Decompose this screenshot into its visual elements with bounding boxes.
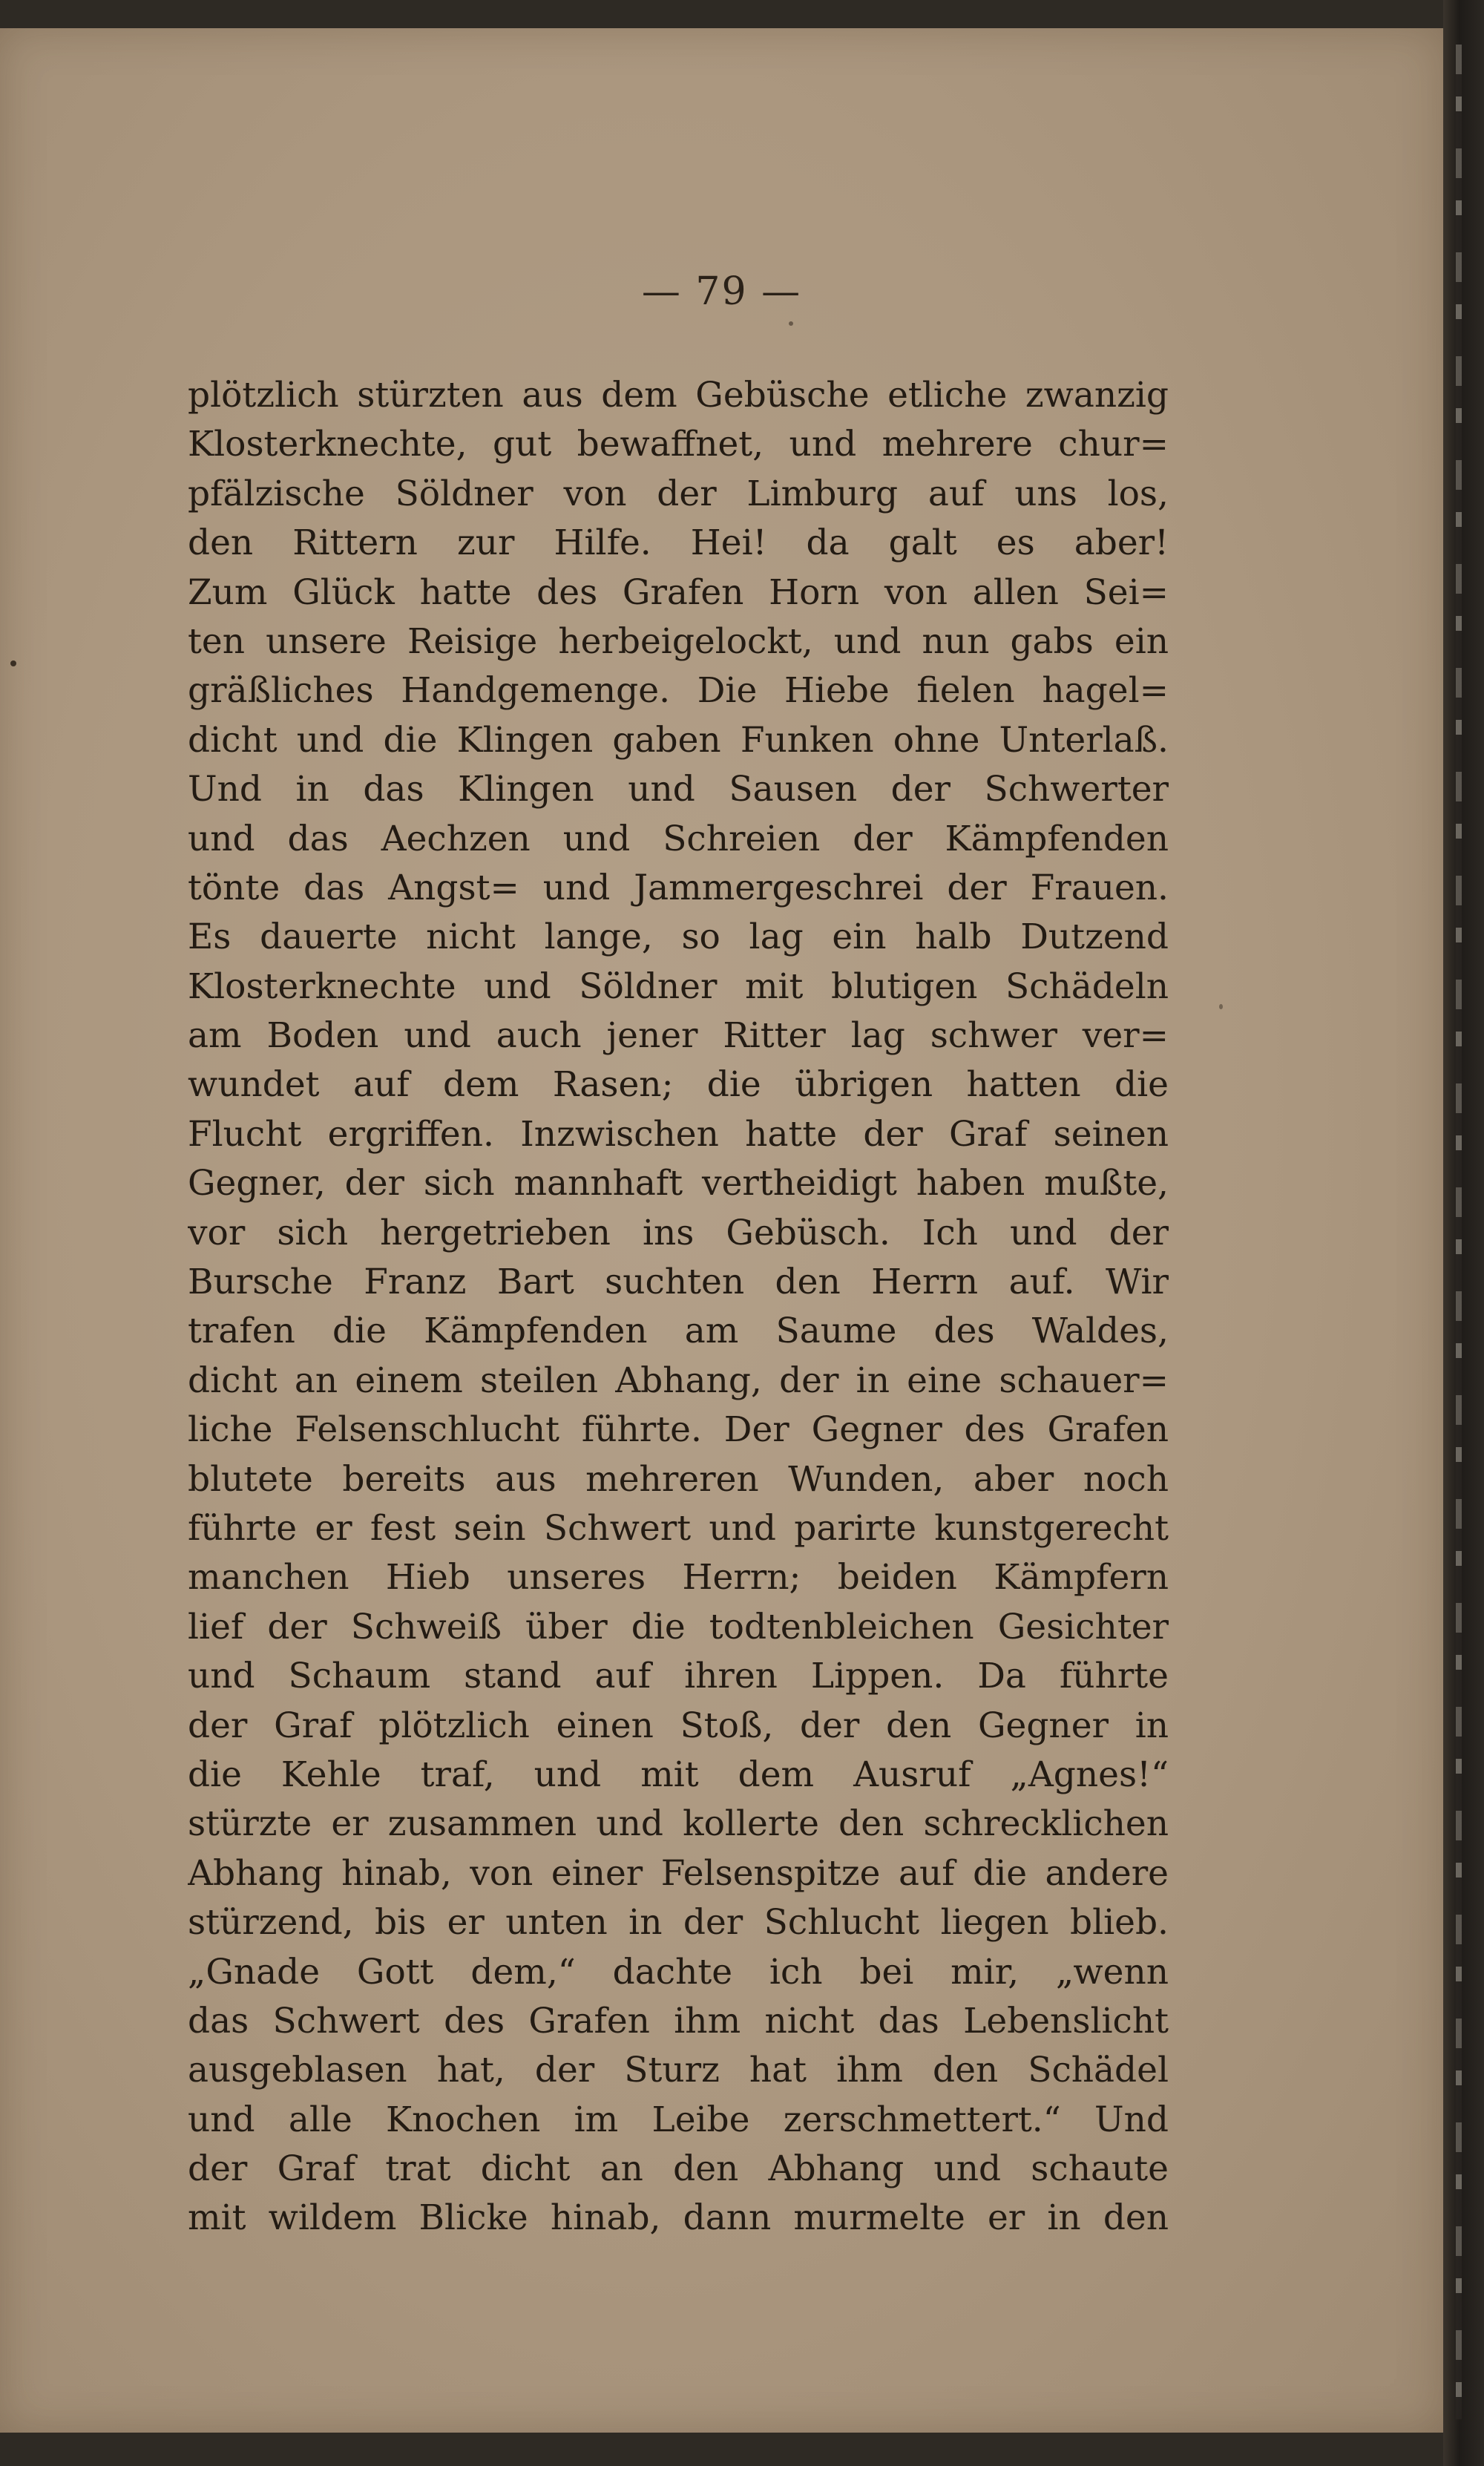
text-line: Klosterknechte, gut bewaffnet, und mehrere chur=	[188, 424, 1169, 465]
text-line: und alle Knochen im Leibe zerschmettert.“ Und	[188, 2099, 1169, 2140]
text-line: Klosterknechte und Söldner mit blutigen Schädeln	[188, 965, 1169, 1007]
text-line: Bursche Franz Bart suchten den Herrn auf. Wir	[188, 1262, 1169, 1303]
text-line: vor sich hergetrieben ins Gebüsch. Ich und der	[188, 1212, 1169, 1253]
text-line: dicht und die Klingen gaben Funken ohne Unterlaß.	[188, 719, 1169, 761]
text-line: lief der Schweiß über die todtenbleichen Gesichter	[188, 1606, 1169, 1647]
ink-speck	[1219, 1004, 1223, 1009]
text-line: die Kehle traf, und mit dem Ausruf „Agnes!“	[188, 1754, 1169, 1795]
text-line: wundet auf dem Rasen; die übrigen hatten die	[188, 1064, 1169, 1106]
text-line: führte er fest sein Schwert und parirte kunstgerecht	[188, 1507, 1169, 1549]
text-line: Abhang hinab, von einer Felsenspitze auf die andere	[188, 1852, 1169, 1894]
text-line: stürzend, bis er unten in der Schlucht liegen blieb.	[188, 1902, 1169, 1944]
text-line: ten unsere Reisige herbeigelockt, und nun gabs ein	[188, 620, 1169, 662]
text-line: mit wildem Blicke hinab, dann murmelte er in den	[188, 2197, 1169, 2239]
text-line: den Rittern zur Hilfe. Hei! da galt es aber!	[188, 522, 1169, 564]
text-line: und Schaum stand auf ihren Lippen. Da führte	[188, 1656, 1169, 1697]
text-line: „Gnade Gott dem,“ dachte ich bei mir, „wenn	[188, 1951, 1169, 1993]
text-line: trafen die Kämpfenden am Saume des Waldes,	[188, 1311, 1169, 1352]
text-line: pfälzische Söldner von der Limburg auf uns los,	[188, 473, 1169, 514]
text-line: ausgeblasen hat, der Sturz hat ihm den Schädel	[188, 2050, 1169, 2091]
body-text	[188, 371, 1169, 2243]
text-line: dicht an einem steilen Abhang, der in eine schauer=	[188, 1360, 1169, 1401]
paper-sheet	[0, 28, 1448, 2433]
text-line: Flucht ergriffen. Inzwischen hatte der Graf seinen	[188, 1113, 1169, 1155]
ink-speck	[10, 660, 16, 666]
text-line: der Graf trat dicht an den Abhang und schaute	[188, 2148, 1169, 2190]
binding-stitching	[1456, 45, 1462, 2419]
text-line: plötzlich stürzten aus dem Gebüsche etliche zwanzig	[188, 375, 1169, 416]
page-number: — 79 —	[641, 269, 802, 314]
text-line: manchen Hieb unseres Herrn; beiden Kämpfern	[188, 1557, 1169, 1598]
text-line: Zum Glück hatte des Grafen Horn von allen Sei=	[188, 571, 1169, 613]
text-line: gräßliches Handgemenge. Die Hiebe fielen hagel=	[188, 670, 1169, 712]
text-line: Es dauerte nicht lange, so lag ein halb Dutzend	[188, 916, 1169, 958]
text-line: und das Aechzen und Schreien der Kämpfenden	[188, 818, 1169, 859]
text-line: blutete bereits aus mehreren Wunden, aber noch	[188, 1458, 1169, 1500]
text-line: am Boden und auch jener Ritter lag schwer ver=	[188, 1015, 1169, 1057]
text-line: Gegner, der sich mannhaft vertheidigt haben mußte,	[188, 1163, 1169, 1204]
text-line: das Schwert des Grafen ihm nicht das Lebenslicht	[188, 2000, 1169, 2042]
text-line: der Graf plötzlich einen Stoß, der den Gegner in	[188, 1705, 1169, 1746]
text-line: Und in das Klingen und Sausen der Schwerter	[188, 769, 1169, 810]
book-binding-edge	[1443, 0, 1484, 2466]
text-line: stürzte er zusammen und kollerte den schrecklichen	[188, 1803, 1169, 1845]
text-line: tönte das Angst= und Jammergeschrei der Frauen.	[188, 867, 1169, 908]
text-line: liche Felsenschlucht führte. Der Gegner des Grafen	[188, 1409, 1169, 1451]
ink-speck	[789, 321, 793, 326]
